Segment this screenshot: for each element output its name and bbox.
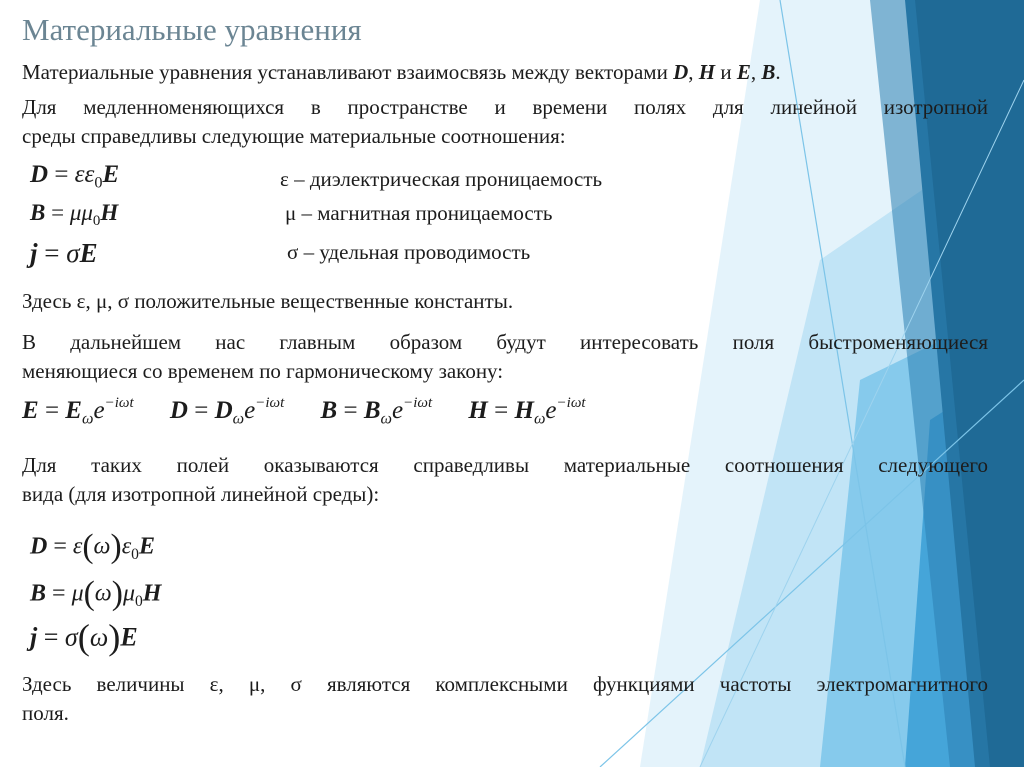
relation-b-desc: μ – магнитная проницаемость [285, 201, 553, 225]
final-note-line-2: поля. [22, 701, 69, 725]
relation-d-eq: = [48, 161, 75, 188]
freq-relation-d [30, 528, 155, 566]
freq-b-lhs: B [30, 580, 47, 607]
harmonic-h-rhs: H [514, 397, 534, 424]
relation-j [30, 238, 98, 269]
intro-comma: , [688, 60, 699, 84]
final-note-line-1: Здесь величины ε, μ, σ являются комплексными функциями частоты электромагнитного [22, 672, 988, 696]
harmonic-e-exp: −iωt [104, 394, 134, 411]
harmonic-e-lhs: E [22, 397, 39, 424]
relation-j-sigma: σ [66, 238, 80, 268]
freq-b-omega: ω [94, 580, 112, 607]
harmonic-e [22, 394, 134, 428]
freq-d-eps: ε [72, 533, 83, 560]
relation-j-lhs: j [30, 238, 38, 268]
freq-d-lhs: D [30, 533, 48, 560]
slow-fields-line-1: Для медленноменяющихся в пространстве и времени полях для линейной изотропной [22, 95, 988, 119]
vector-h: H [698, 60, 716, 84]
harmonic-b-exp-base: e [392, 397, 404, 424]
vector-d: D [673, 60, 689, 84]
freq-d-rparen: ) [110, 528, 122, 565]
harmonic-d-exp-base: e [244, 397, 256, 424]
relation-b-eq: = [45, 200, 70, 225]
relation-j-eq: = [37, 238, 67, 268]
intro-text: Материальные уравнения устанавливают взаимосвязь между векторами [22, 60, 674, 84]
fast-fields-line-2: меняющиеся со временем по гармоническому закону: [22, 359, 504, 383]
harmonic-h [468, 394, 586, 428]
freq-d-eq: = [47, 533, 73, 560]
harmonic-d-eq: = [187, 397, 215, 424]
harmonic-d-sub: ω [232, 409, 245, 428]
freq-b-mu0: μ [122, 580, 135, 607]
freq-b-mu: μ [71, 580, 84, 607]
page-title: Материальные уравнения [22, 12, 362, 47]
relation-d-rhs: E [102, 161, 120, 188]
harmonic-equations [22, 394, 586, 428]
intro-period: . [775, 60, 781, 84]
slow-fields-line-2: среды справедливы следующие материальные соотношения: [22, 124, 566, 148]
freq-relation-j [30, 616, 138, 658]
harmonic-h-eq: = [487, 397, 515, 424]
freq-b-rhs: H [142, 580, 162, 607]
relation-d-desc: ε – диэлектрическая проницаемость [280, 167, 603, 191]
vector-e: E [736, 60, 751, 84]
freq-j-rhs: E [120, 622, 138, 652]
harmonic-h-lhs: H [468, 397, 488, 424]
relation-b-mu: μμ [69, 200, 93, 225]
constants-note: Здесь ε, μ, σ положительные вещественные константы. [22, 289, 514, 313]
intro-comma-2: , [750, 60, 762, 84]
relation-d [30, 161, 120, 192]
relation-d-sub: 0 [94, 173, 103, 192]
harmonic-b [320, 394, 433, 428]
relation-b [30, 200, 119, 230]
harmonic-e-exp-base: e [93, 397, 105, 424]
freq-j-eq: = [37, 622, 65, 652]
harmonic-b-sub: ω [380, 409, 392, 428]
freq-d-omega: ω [93, 533, 111, 560]
relation-j-rhs: E [79, 238, 98, 268]
freq-j-omega: ω [89, 622, 109, 652]
freq-d-eps0: ε [121, 533, 132, 560]
freq-j-lparen: ( [77, 617, 90, 657]
fast-fields-line-1: В дальнейшем нас главным образом будут интересовать поля быстроменяющиеся [22, 330, 988, 354]
harmonic-h-sub: ω [533, 409, 546, 428]
harmonic-b-lhs: B [320, 397, 338, 424]
freq-d-lparen: ( [82, 528, 94, 565]
freq-d-rhs: E [138, 533, 155, 560]
such-fields-line-2: вида (для изотропной линейной среды): [22, 482, 380, 506]
freq-j-sigma: σ [64, 622, 78, 652]
freq-b-rparen: ) [111, 575, 123, 612]
relation-j-desc: σ – удельная проводимость [287, 240, 531, 264]
freq-j-lhs: j [30, 622, 38, 652]
harmonic-d-rhs: D [214, 397, 233, 424]
intro-paragraph [22, 58, 781, 87]
freq-relation-b [30, 575, 161, 613]
vector-b: B [761, 60, 776, 84]
freq-b-eq: = [46, 580, 72, 607]
relation-d-lhs: D [30, 161, 49, 188]
intro-and: и [715, 60, 737, 84]
harmonic-h-exp-base: e [545, 397, 557, 424]
relation-b-rhs: H [100, 200, 119, 225]
harmonic-b-exp: −iωt [403, 394, 433, 411]
freq-b-lparen: ( [83, 575, 95, 612]
harmonic-b-rhs: B [363, 397, 381, 424]
harmonic-d [169, 394, 285, 428]
freq-d-sub: 0 [131, 546, 139, 564]
harmonic-d-lhs: D [169, 397, 188, 424]
relation-b-lhs: B [30, 200, 46, 225]
relation-d-eps: εε [74, 161, 95, 188]
harmonic-d-exp: −iωt [255, 394, 285, 411]
harmonic-e-rhs: E [65, 397, 82, 424]
harmonic-b-eq: = [337, 397, 364, 424]
freq-b-sub: 0 [134, 593, 143, 611]
relation-b-sub: 0 [92, 213, 101, 230]
harmonic-e-eq: = [38, 397, 66, 424]
freq-j-rparen: ) [108, 617, 121, 657]
such-fields-line-1: Для таких полей оказываются справедливы материальные соотношения следующего [22, 453, 988, 477]
harmonic-h-exp: −iωt [556, 394, 586, 411]
harmonic-e-sub: ω [81, 409, 94, 428]
